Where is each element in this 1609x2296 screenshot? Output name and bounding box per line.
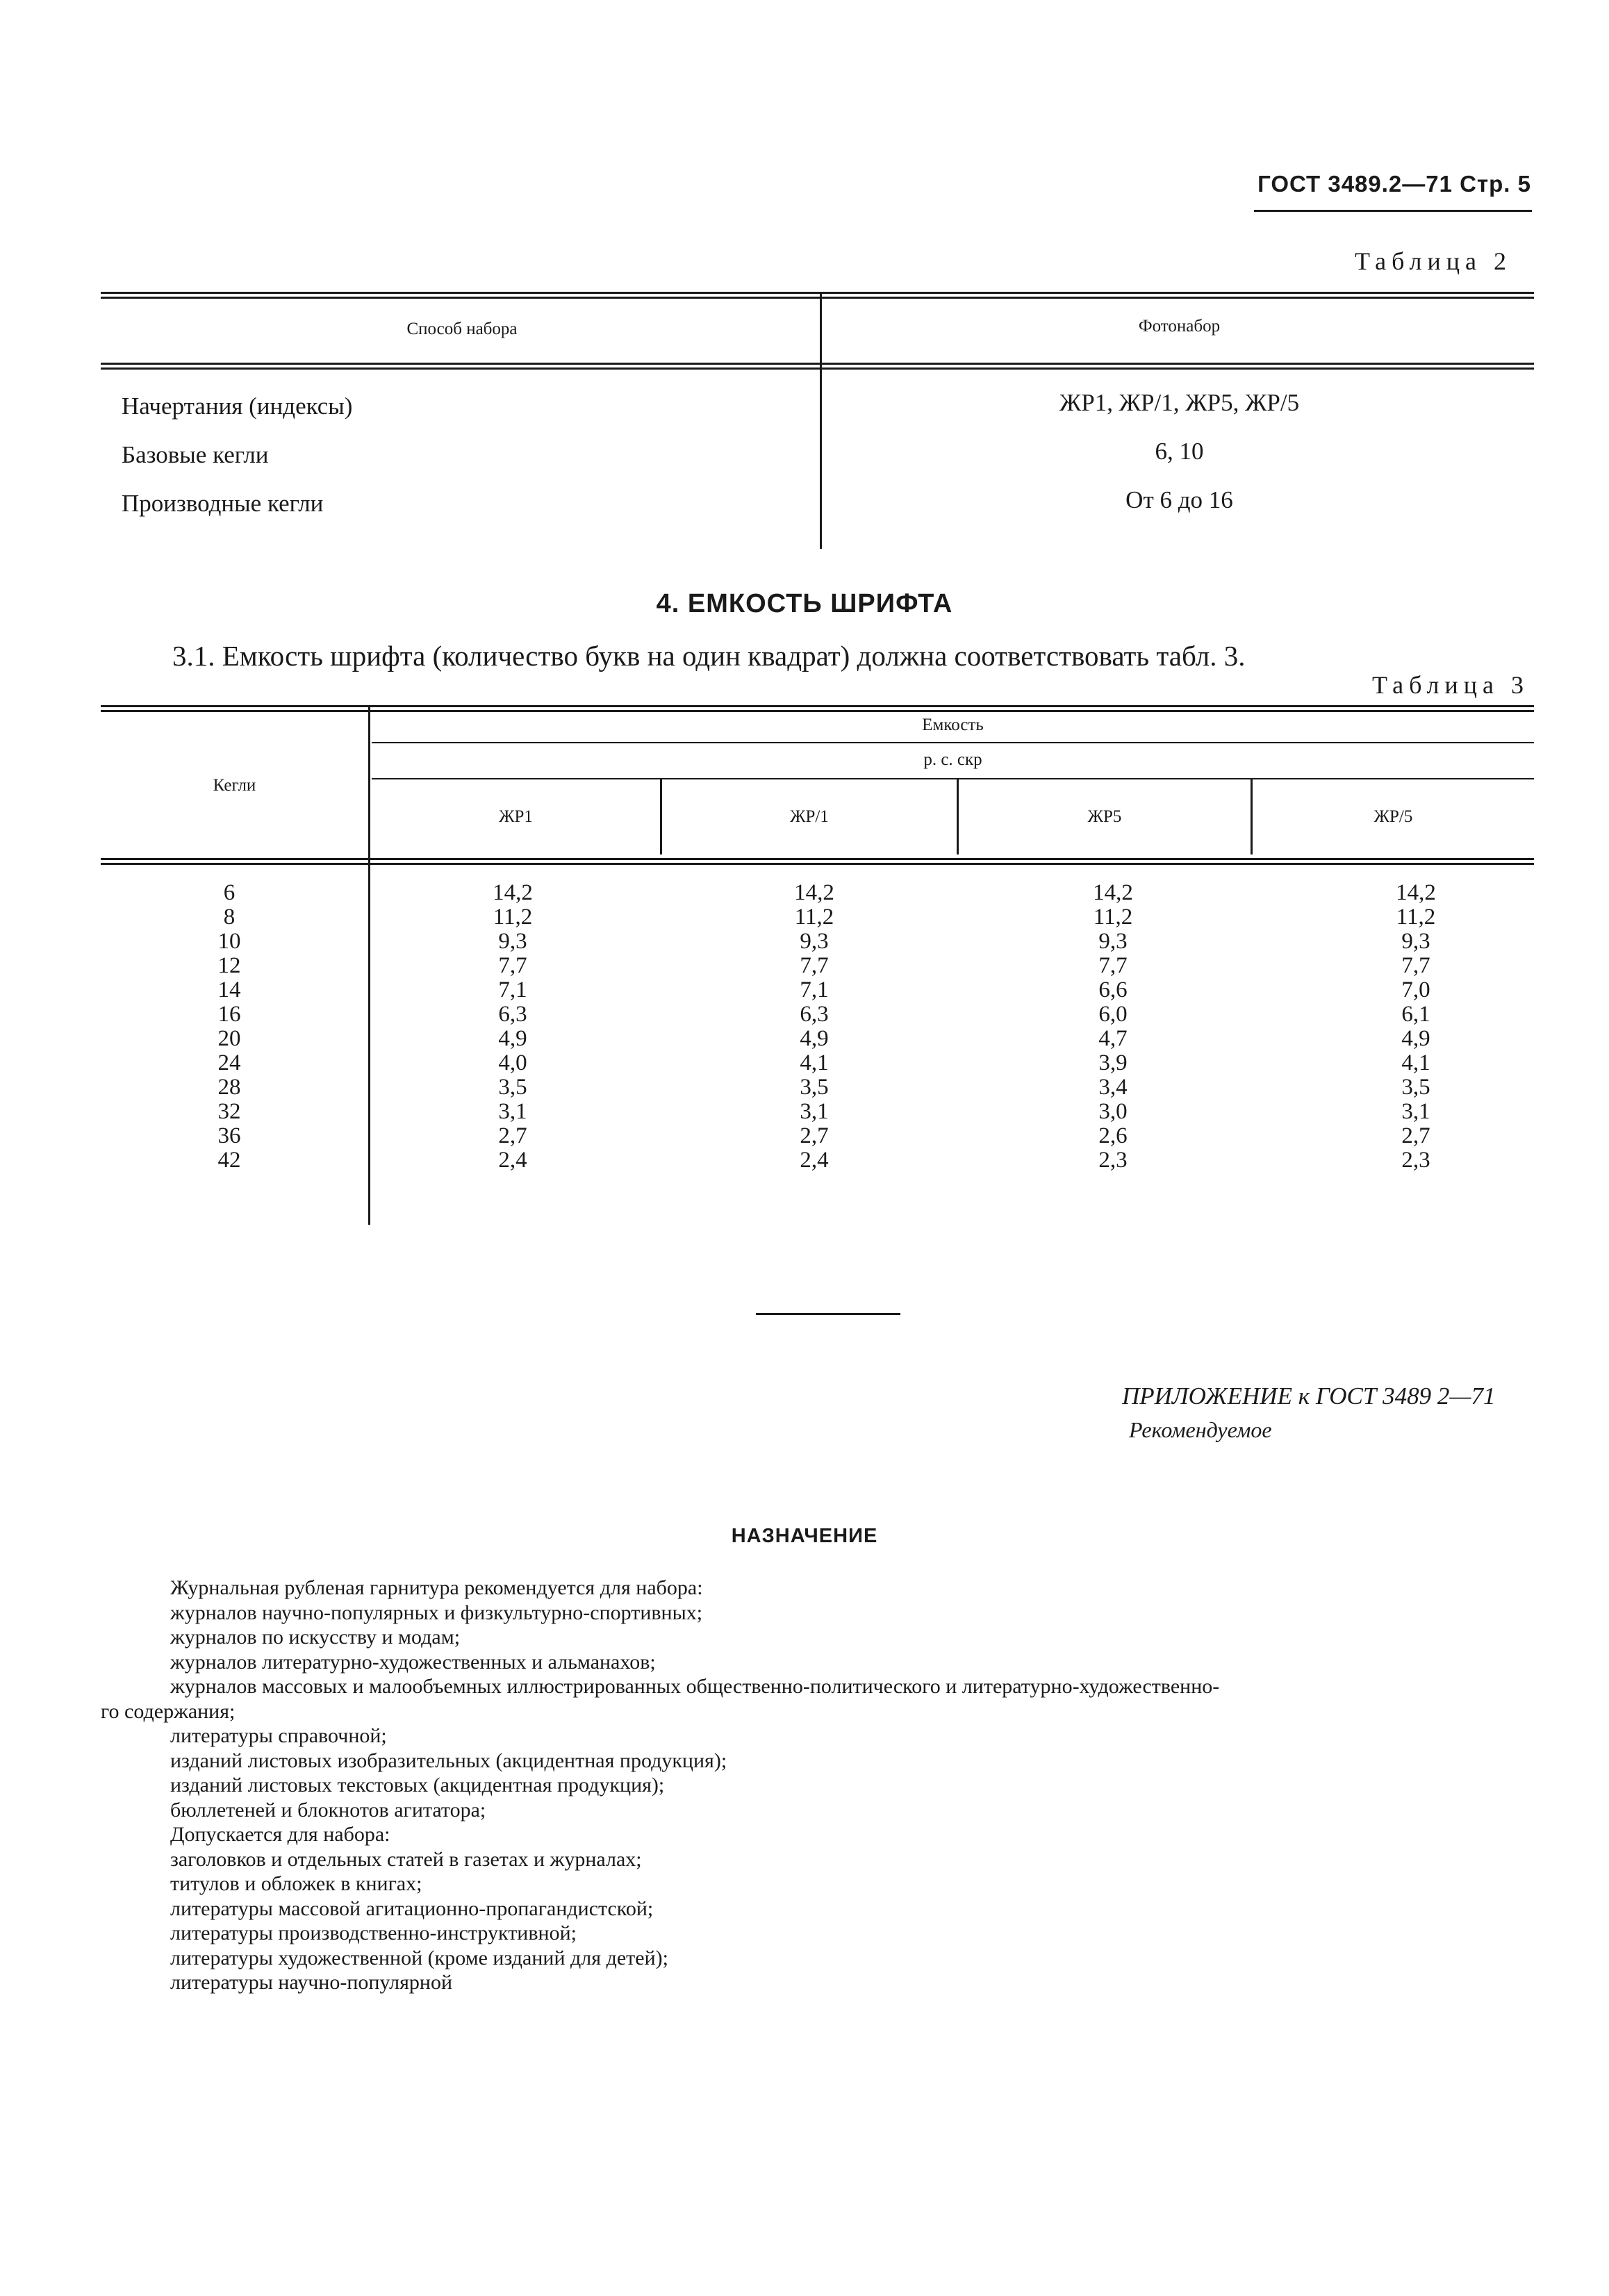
table3-kegl: 24 xyxy=(217,1050,241,1075)
table3-cell: 11,2 xyxy=(1093,905,1133,930)
table3-head-unit: р. с. скр xyxy=(923,750,982,769)
appendix-line: заголовков и отдельных статей в газетах и журналах; xyxy=(170,1847,642,1871)
table3-cell: 3,1 xyxy=(498,1099,527,1124)
table3-cell: 4,9 xyxy=(800,1026,829,1051)
appendix-line: Журнальная рубленая гарнитура рекомендуется для набора: xyxy=(170,1576,703,1599)
table3-col-values xyxy=(766,881,863,1173)
table3-col-head: ЖР1 xyxy=(499,807,533,826)
appendix-line: литературы художественной (кроме изданий для детей); xyxy=(170,1946,668,1969)
table3-kegl: 12 xyxy=(217,953,241,978)
table3-kegl: 6 xyxy=(223,880,236,905)
table3-head-rule-1 xyxy=(372,742,1534,743)
appendix-line: литературы производственно-инструктивной; xyxy=(170,1922,577,1944)
section-title: 4. ЕМКОСТЬ ШРИФТА xyxy=(656,589,953,618)
appendix-line: литературы массовой агитационно-пропагандистской; xyxy=(170,1897,654,1920)
appendix-subtitle: Рекомендуемое xyxy=(1129,1417,1272,1442)
table2-head-rule-2 xyxy=(101,367,1534,370)
table3-kegl: 36 xyxy=(217,1123,241,1148)
table3-cell: 4,9 xyxy=(1401,1026,1430,1051)
appendix-line: журналов литературно-художественных и альманахов; xyxy=(170,1650,656,1674)
table3-cell: 2,6 xyxy=(1098,1123,1128,1148)
appendix-list xyxy=(101,1576,1220,1995)
table3-cell: 4,0 xyxy=(498,1050,527,1075)
table3-cell: 7,7 xyxy=(800,953,829,978)
table3-cell: 3,1 xyxy=(1401,1099,1430,1124)
table3-cell: 3,5 xyxy=(1401,1075,1430,1100)
table3-cell: 7,7 xyxy=(1098,953,1128,978)
table3-kegl: 42 xyxy=(217,1148,241,1173)
table3-top-rule xyxy=(101,705,1534,707)
appendix-line: литературы научно-популярной xyxy=(170,1971,453,1994)
table3-cell: 2,4 xyxy=(800,1148,829,1173)
appendix-line: журналов по искусству и модам; xyxy=(170,1626,461,1649)
table3-cell: 2,7 xyxy=(498,1123,527,1148)
table3-kegl: 14 xyxy=(217,977,241,1002)
table3-cell: 14,2 xyxy=(794,880,834,905)
table3-cell: 2,7 xyxy=(800,1123,829,1148)
table3-cell: 2,4 xyxy=(498,1148,527,1173)
table3-kegl: 32 xyxy=(217,1099,241,1124)
table3-top-rule-2 xyxy=(101,710,1534,712)
table2-col-photoset: Фотонабор xyxy=(1138,317,1221,336)
table3-cell: 9,3 xyxy=(800,929,829,954)
table3-col-head: ЖР/1 xyxy=(790,807,829,826)
appendix-line: титулов и обложек в книгах; xyxy=(170,1872,422,1895)
table3-col-values xyxy=(1367,881,1464,1173)
section-separator xyxy=(756,1313,900,1315)
table2-row-label: Базовые кегли xyxy=(122,441,269,468)
table3-cell: 4,1 xyxy=(800,1050,829,1075)
table3-cell: 3,5 xyxy=(498,1075,527,1100)
table3-cell: 7,0 xyxy=(1401,977,1430,1002)
table3-kegli-list xyxy=(181,881,278,1173)
table2-row-value: ЖР1, ЖР/1, ЖР5, ЖР/5 xyxy=(1059,389,1300,416)
table3-caption: Таблица 3 xyxy=(1372,671,1529,699)
table3-kegl: 16 xyxy=(217,1002,241,1027)
appendix-heading: НАЗНАЧЕНИЕ xyxy=(731,1525,878,1547)
table3-cell: 6,3 xyxy=(800,1002,829,1027)
table3-kegl: 8 xyxy=(223,905,236,930)
table3-cell: 6,1 xyxy=(1401,1002,1430,1027)
table3-cell: 6,0 xyxy=(1098,1002,1128,1027)
table3-cell: 7,1 xyxy=(498,977,527,1002)
appendix-line: изданий листовых текстовых (акцидентная продукция); xyxy=(170,1774,665,1797)
table3-cell: 3,0 xyxy=(1098,1099,1128,1124)
table3-col-head: ЖР/5 xyxy=(1373,807,1413,826)
table3-divider-kegli xyxy=(368,707,370,1225)
appendix-line: изданий листовых изобразительных (акцидентная продукция); xyxy=(170,1749,727,1772)
table3-cell: 14,2 xyxy=(493,880,533,905)
table3-cell: 2,3 xyxy=(1098,1148,1128,1173)
table2-row-value: 6, 10 xyxy=(1155,438,1204,465)
table2-top-rule xyxy=(101,292,1534,294)
table3-cell: 7,1 xyxy=(800,977,829,1002)
table3-kegl: 10 xyxy=(217,929,241,954)
table3-cell: 4,1 xyxy=(1401,1050,1430,1075)
table3-cell: 7,7 xyxy=(1401,953,1430,978)
table3-head-rule-2 xyxy=(372,778,1534,779)
table2-row-label: Производные кегли xyxy=(122,490,324,517)
table3-cell: 14,2 xyxy=(1396,880,1436,905)
table3-cell: 11,2 xyxy=(794,905,834,930)
table3-kegl: 28 xyxy=(217,1075,241,1100)
table2-caption: Таблица 2 xyxy=(1355,247,1512,275)
table3-head-bottom-rule xyxy=(101,858,1534,860)
appendix-line: журналов научно-популярных и физкультурно-спортивных; xyxy=(170,1601,703,1624)
table3-cell: 4,9 xyxy=(498,1026,527,1051)
table3-cell: 3,9 xyxy=(1098,1050,1128,1075)
table3-cell: 9,3 xyxy=(1401,929,1430,954)
table3-cell: 11,2 xyxy=(1396,905,1436,930)
table3-cell: 3,4 xyxy=(1098,1075,1128,1100)
table3-cell: 2,7 xyxy=(1401,1123,1430,1148)
table2-head-rule xyxy=(101,363,1534,365)
page-header-ref: ГОСТ 3489.2—71 Стр. 5 xyxy=(1257,171,1531,197)
table3-cell: 9,3 xyxy=(1098,929,1128,954)
table2-col-divider xyxy=(820,292,822,549)
table3-cell: 3,1 xyxy=(800,1099,829,1124)
appendix-line: литературы справочной; xyxy=(170,1724,387,1747)
table3-head-emkost: Емкость xyxy=(922,716,984,734)
table3-head-kegli: Кегли xyxy=(213,776,256,795)
appendix-line: Допускается для набора: xyxy=(170,1823,390,1846)
table3-cell: 14,2 xyxy=(1093,880,1133,905)
table2-row-value: От 6 до 16 xyxy=(1125,486,1233,513)
appendix-line: журналов массовых и малообъемных иллюстрированных общественно-политического и литературно-художественно- xyxy=(170,1675,1220,1698)
table3-cell: 4,7 xyxy=(1098,1026,1128,1051)
table3-col-values xyxy=(1064,881,1162,1173)
table3-cell: 9,3 xyxy=(498,929,527,954)
appendix-line: бюллетеней и блокнотов агитатора; xyxy=(170,1798,486,1822)
table3-col-head: ЖР5 xyxy=(1087,807,1122,826)
table2-col-method: Способ набора xyxy=(406,320,518,338)
table3-col-values xyxy=(464,881,561,1173)
table2-row-label: Начертания (индексы) xyxy=(122,393,353,420)
appendix-line: го содержания; xyxy=(101,1699,236,1723)
table3-cell: 6,6 xyxy=(1098,977,1128,1002)
table3-cell: 11,2 xyxy=(493,905,533,930)
table3-cell: 2,3 xyxy=(1401,1148,1430,1173)
table2-top-rule-2 xyxy=(101,297,1534,299)
table3-cell: 7,7 xyxy=(498,953,527,978)
section-paragraph: 3.1. Емкость шрифта (количество букв на один квадрат) должна соответствовать табл. 3. xyxy=(172,640,1246,672)
appendix-title: ПРИЛОЖЕНИЕ к ГОСТ 3489 2—71 xyxy=(1122,1382,1496,1410)
table3-kegl: 20 xyxy=(217,1026,241,1051)
table3-cell: 6,3 xyxy=(498,1002,527,1027)
table3-head-bottom-rule-2 xyxy=(101,863,1534,865)
header-rule xyxy=(1254,210,1532,212)
table3-cell: 3,5 xyxy=(800,1075,829,1100)
